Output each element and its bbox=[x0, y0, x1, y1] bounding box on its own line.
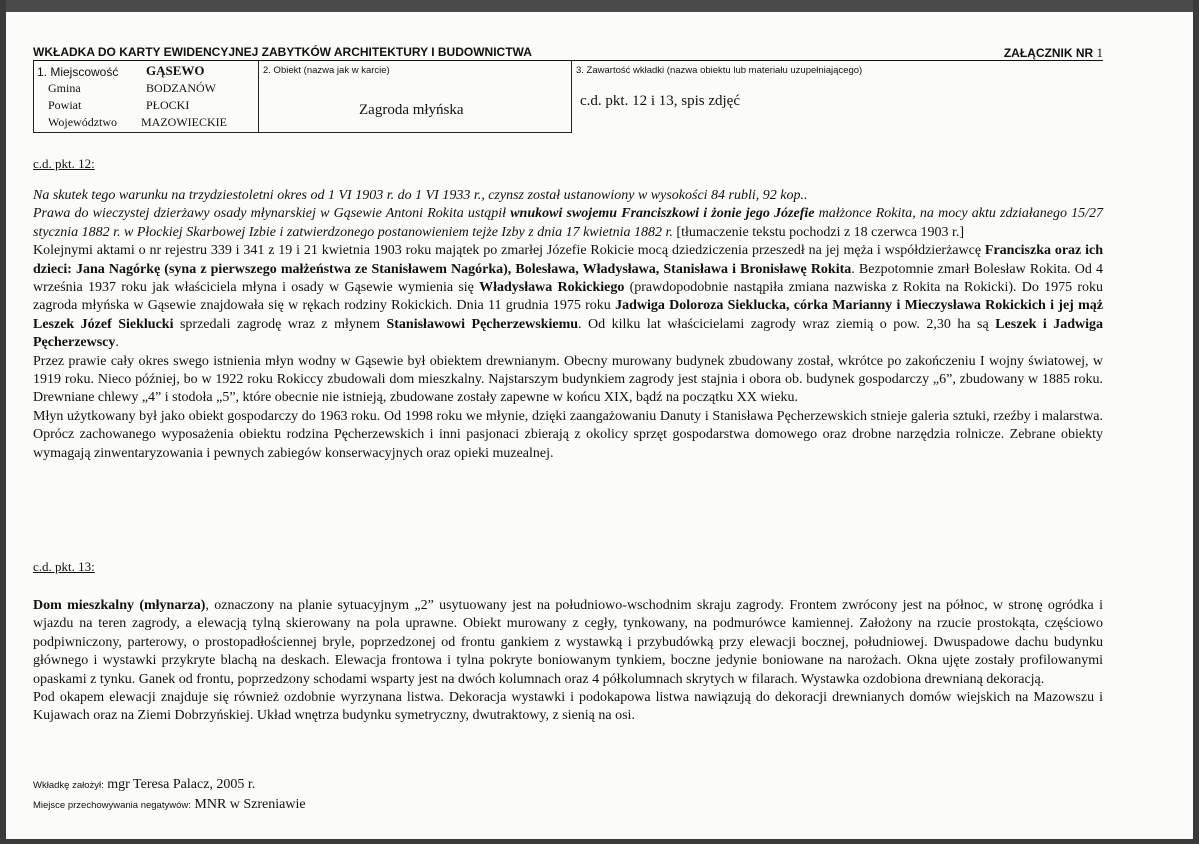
author-value: mgr Teresa Palacz, 2005 r. bbox=[107, 777, 256, 792]
commune-value: BODZANÓW bbox=[146, 81, 216, 95]
contents-value: c.d. pkt. 12 i 13, spis zdjęć bbox=[580, 93, 740, 109]
object-name: Zagroda młyńska bbox=[359, 102, 464, 118]
text-run: [tłumaczenie tekstu pochodzi z 18 czerwca 1903 r.] bbox=[676, 224, 965, 240]
section-12-body bbox=[33, 187, 1103, 463]
section-12-paragraph-1: Na skutek tego warunku na trzydziestoletni okres od 1 VI 1903 r. do 1 VI 1933 r., czynsz został ustanowiony w wysokości 84 rubli, 92 kop.. bbox=[33, 188, 808, 203]
text-run: sprzedali zagrodę wraz z młynem bbox=[179, 316, 380, 332]
section-13-body bbox=[33, 597, 1103, 726]
section-13-paragraph-1 bbox=[33, 597, 1103, 689]
section-12-paragraph-3 bbox=[33, 242, 1103, 352]
scan-edge-left bbox=[0, 0, 6, 844]
section-13-label: c.d. pkt. 13: bbox=[33, 559, 95, 574]
annex-number: 1 bbox=[1096, 45, 1103, 60]
contents-label: 3. Zawartość wkładki (nazwa obiektu lub materiału uzupełniającego) bbox=[576, 65, 863, 76]
place-label: 1. Miejscowość bbox=[37, 65, 119, 79]
location-box bbox=[33, 61, 258, 133]
text-run: Prawa do wieczystej dzierżawy osady młynarskiej w Gąsewie Antoni Rokita ustąpił bbox=[33, 206, 507, 222]
section-12-paragraph-4: Przez prawie cały okres swego istnienia młyn wodny w Gąsewie był obiektem drewnianym. Obecny murowany budynek zbudowany został, wkrótce po zakończeniu I wojny światowej, w 1919 roku. Nieco później, bo w 1922 roku Rokiccy zbudowali dom mieszkalny. Najstarszym budynkiem zagrody jest stajnia i obora ob. budynek gospodarczy „6”, zbudowany w 1885 roku. Drewniane chlewy „4” i stodoła „5”, które obecnie nie istnieją, zbudowane zostały zapewne w końcu XIX, bądź na początku XX wieku. bbox=[33, 353, 1103, 406]
section-13-paragraph-2: Pod okapem elewacji znajduje się również ozdobnie wyrzynana listwa. Dekoracja wystawki i podokapowa listwa nawiązują do dekoracji drewnianych domów wiejskich na Mazowszu i Kujawach oraz na Ziemi Dobrzyńskiej. Układ wnętrza budynku symetryczny, dwutraktowy, z sienią na osi. bbox=[33, 690, 1103, 724]
voivodeship-label: Województwo bbox=[48, 115, 118, 129]
form-header bbox=[33, 45, 1103, 59]
text-run: (prawdopodobnie nastąpiła zmiana nazwiska z Rokita na Rokicki). Do 1975 roku zagroda młyńska w Gąsewie znajdowała się w rękach rodziny Rokickich. Dnia 11 grudnia 1975 roku bbox=[33, 280, 1103, 314]
text-run: małżonce Rokita, na mocy aktu zdziałanego 15/27 stycznia 1882 r. w Płockiej Skarbowej Izbie i zatwierdzonego postanowieniem tejże Izby z dnia 17 kwietnia 1882 r. bbox=[33, 206, 1104, 240]
text-run: . Od kilku lat właścicielami zagrody wraz ziemią o pow. 2,30 ha są bbox=[578, 316, 989, 332]
text-run-bold: Franciszka oraz ich dzieci: Jana Nagórkę (syna z pierwszego małżeństwa ze Stanisławem Nagórka), Bolesława, Władysława, Stanisława i Bronisławę Rokita bbox=[33, 243, 1103, 277]
text-run-bold: Leszek i Jadwiga Pęcherzewscy bbox=[33, 316, 1104, 351]
object-label: 2. Obiekt (nazwa jak w karcie) bbox=[263, 65, 390, 76]
footer-author bbox=[33, 777, 255, 793]
author-label: Wkładkę założył: bbox=[33, 780, 104, 791]
county-label: Powiat bbox=[48, 98, 82, 112]
text-run-bold: wnukowi swojemu Franciszkowi i żonie jego Józefie bbox=[510, 206, 815, 222]
text-run: . Bezpotomnie zmarł Bolesław Rokita. Od 4 września 1937 roku jak właściciela młyna i osady w Gąsewie wymienia się bbox=[33, 261, 1104, 296]
scan-edge-right bbox=[1193, 0, 1199, 844]
text-run: Kolejnymi aktami o nr rejestru 339 i 341 z 19 i 21 kwietnia 1903 roku majątek po zmarłej Józefie Rokicie mocą dziedziczenia przeszedł na jej męża i współdzierżawcę bbox=[33, 243, 982, 259]
text-run-bold: Władysława Rokickiego bbox=[479, 280, 625, 296]
text-run: , oznaczony na planie sytuacyjnym „2” usytuowany jest na południowo-wschodnim skraju zagrody. Frontem zwrócony jest na północ, w stronę ogródka i wjazdu na teren zagrody, a elewacją tylną skierowany na pola uprawne. Obiekt murowany z cegły, tynkowany, na podmurówce kamiennej. Założony na rzucie prostokąta, częściowo podpiwniczony, parterowy, o prostopadłościennej bryle, poprzedzonej od frontu gankiem z wystawką i przybudówką przy elewacji bocznej, południowej. Dwuspadowe dachu budynku głównego i wystawki przykryte blachą na deskach. Elewacja frontowa i tylna pokryte boniowanym tynkiem, boczne jedynie boniowane na narożach. Okna ujęte zostały profilowanymi opaskami z tynku. Ganek od frontu, poprzedzony schodami wsparty jest na dwóch kolumnach oraz 4 półkolumnach skrytych w filarach. Wystawka ozdobiona drewnianą dekoracją. bbox=[33, 598, 1103, 687]
annex-label bbox=[1004, 45, 1103, 61]
county-value: PŁOCKI bbox=[146, 98, 190, 112]
text-run-bold: Dom mieszkalny (młynarza) bbox=[33, 598, 206, 613]
storage-label: Miejsce przechowywania negatywów: bbox=[33, 800, 191, 811]
footer-storage bbox=[33, 797, 306, 813]
scan-edge-bottom bbox=[0, 839, 1199, 844]
text-run-bold: Stanisławowi Pęcherzewskiemu bbox=[386, 316, 579, 332]
annex-label-text: ZAŁĄCZNIK NR bbox=[1003, 46, 1094, 60]
storage-value: MNR w Szreniawie bbox=[194, 797, 306, 812]
place-value: GĄSEWO bbox=[146, 63, 205, 78]
object-box bbox=[258, 61, 571, 133]
text-run: . bbox=[115, 335, 119, 351]
text-run-bold: Jadwiga Doloroza Sieklucka, córka Marianny i Mieczysława Rokickich i jej mąż Leszek Józef Sieklucki bbox=[33, 298, 1103, 332]
section-12-paragraph-5: Młyn użytkowany był jako obiekt gospodarczy do 1963 roku. Od 1998 roku we młynie, dzięki zaangażowaniu Danuty i Stanisława Pęcherzewskich stnieje galeria sztuki, rzeźby i malarstwa. Oprócz zachowanego wyposażenia obiektu rodzina Pęcherzewskich i inni pasjonaci zbierają z okolicy sprzęt gospodarstwa domowego oraz drobne narzędzia rolnicze. Zebrane obiekty wymagają zinwentaryzowania i pewnych zabiegów konserwacyjnych oraz opieki muzealnej. bbox=[33, 408, 1103, 461]
scan-edge-top bbox=[0, 0, 1199, 12]
contents-box bbox=[571, 61, 1103, 133]
commune-label: Gmina bbox=[48, 81, 81, 95]
section-12-paragraph-2 bbox=[33, 205, 1103, 242]
voivodeship-value: MAZOWIECKIE bbox=[141, 115, 227, 129]
form-title: WKŁADKA DO KARTY EWIDENCYJNEJ ZABYTKÓW ARCHITEKTURY I BUDOWNICTWA bbox=[33, 45, 532, 59]
section-12-label: c.d. pkt. 12: bbox=[33, 156, 95, 171]
